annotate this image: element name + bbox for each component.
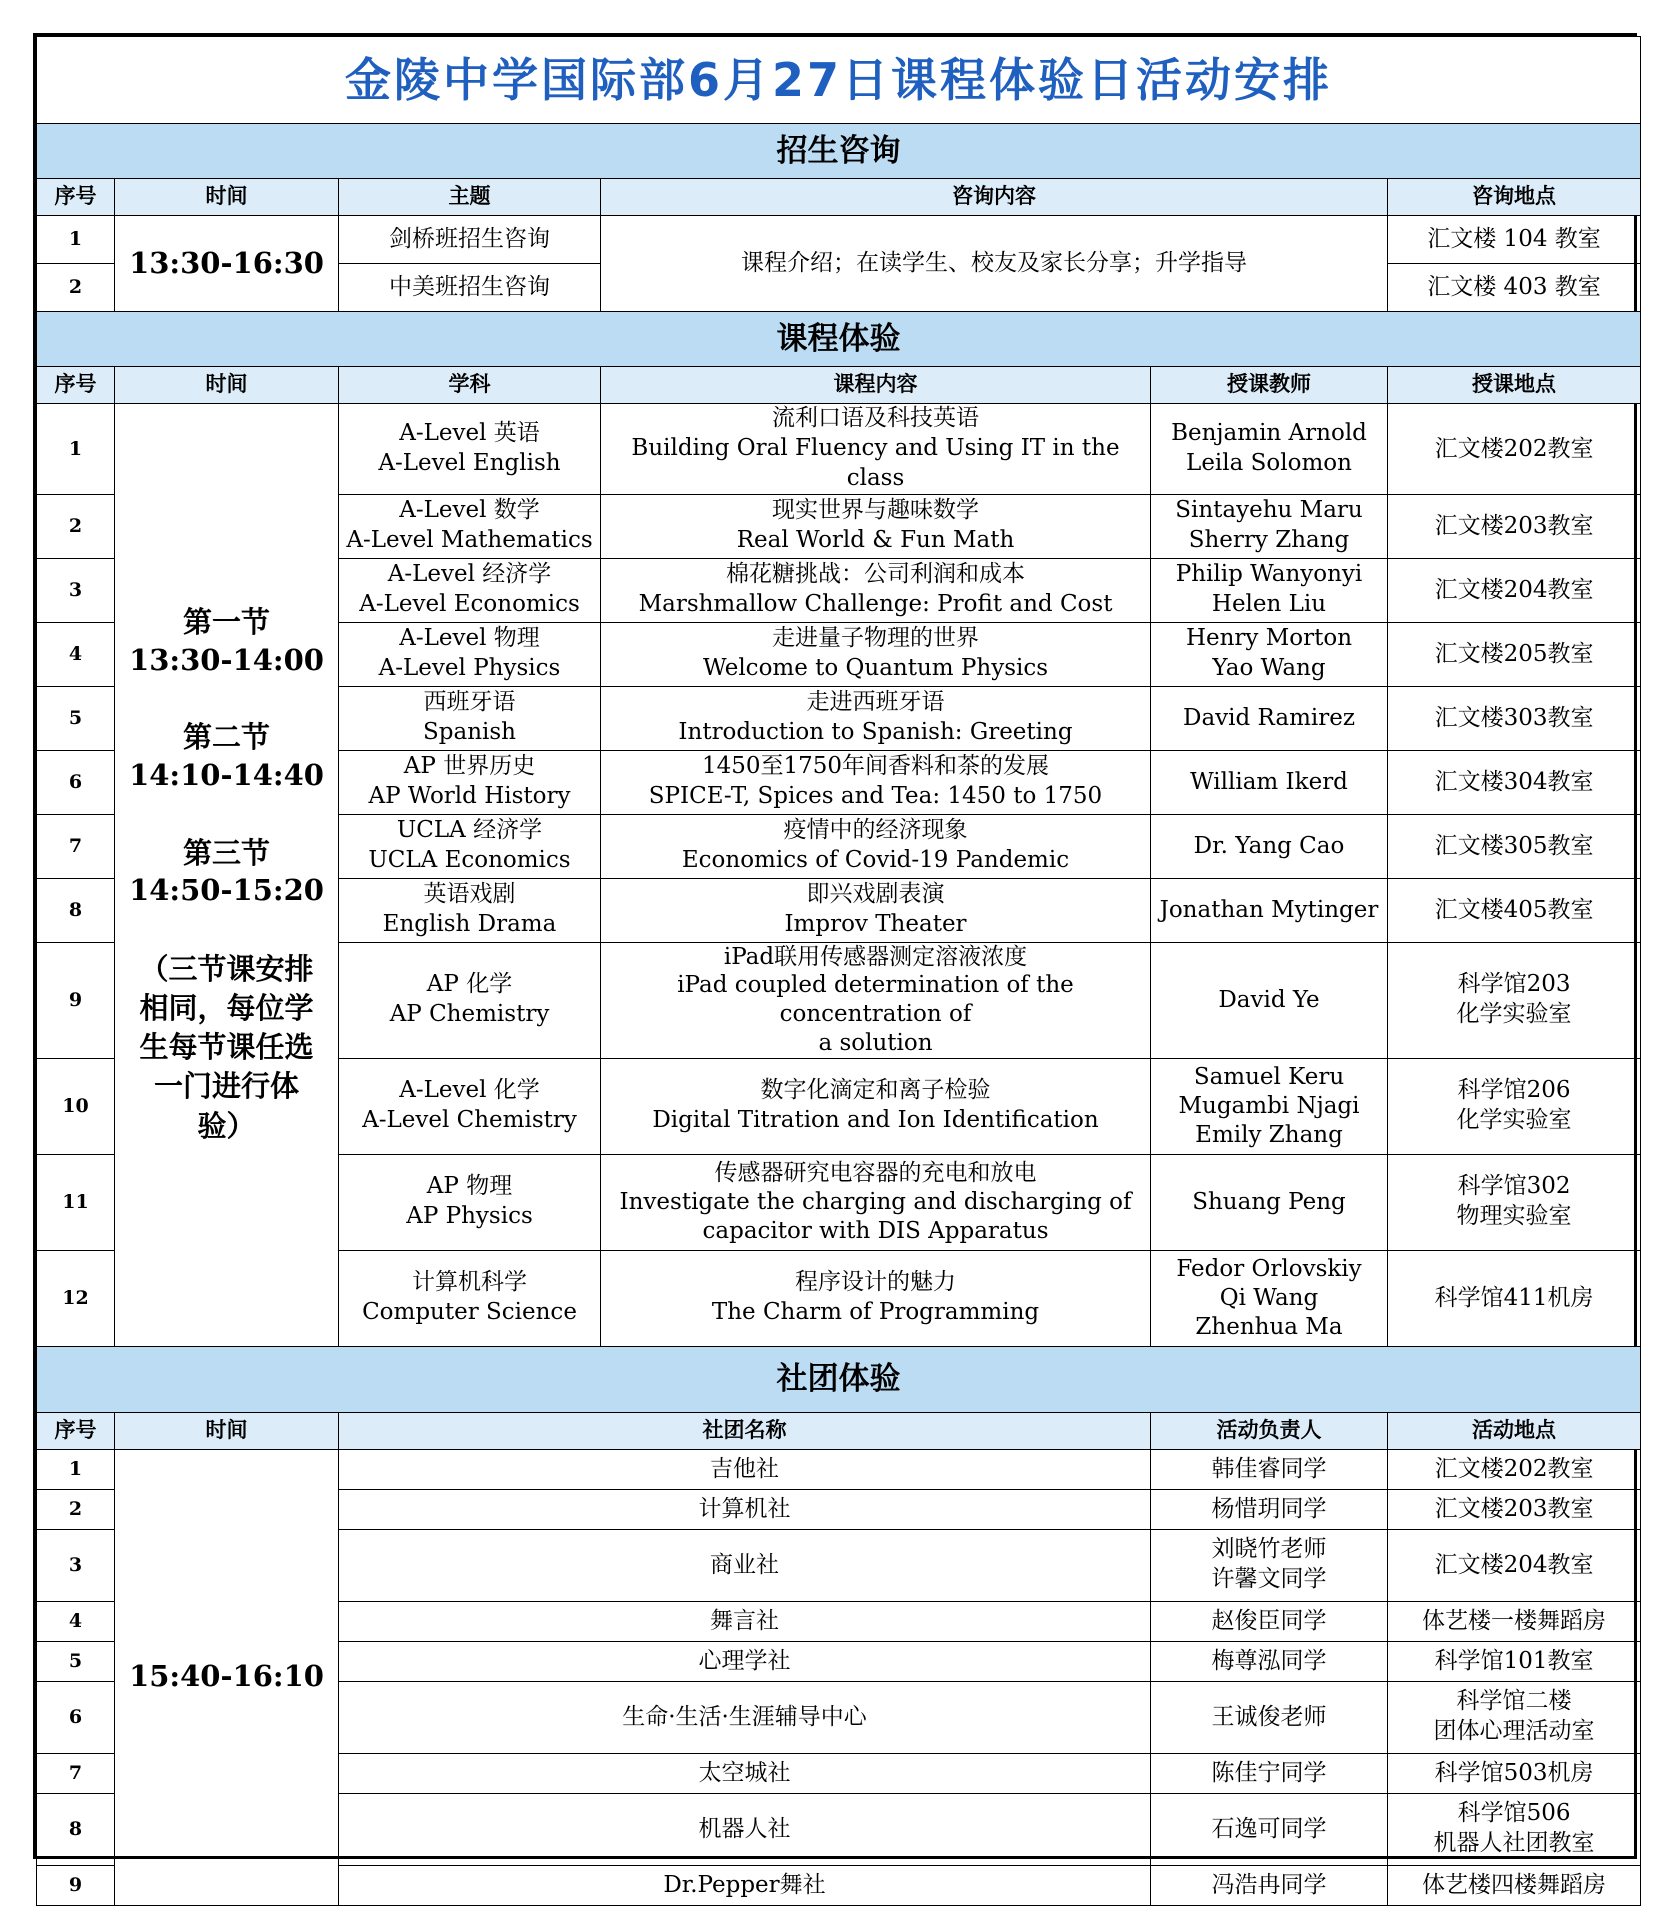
cell-text-line: Henry Morton [1185, 625, 1353, 652]
club-location: 汇文楼204教室 [1388, 1529, 1641, 1601]
row-number: 5 [37, 686, 115, 750]
header-teacher: 授课教师 [1151, 367, 1388, 404]
cell-text-line: AP 物理 [426, 1173, 513, 1200]
cell-text-line: 棉花糖挑战：公司利润和成本 [726, 561, 1025, 588]
cell-text-line: 传感器研究电容器的充电和放电 [714, 1160, 1037, 1187]
cell-text-line: AP Chemistry [389, 1001, 550, 1028]
club-leader: 梅尊泓同学 [1151, 1641, 1388, 1681]
cell-text-line: Real World & Fun Math [736, 527, 1015, 554]
teacher: David Ramirez [1151, 686, 1388, 750]
cell-text-line: capacitor with DIS Apparatus [702, 1217, 1049, 1244]
club-time: 15:40-16:10 [115, 1449, 339, 1905]
cell-text-line: Helen Liu [1211, 591, 1327, 618]
club-name: 太空城社 [339, 1753, 1151, 1793]
cell-text-line: AP World History [368, 783, 571, 810]
teacher: William Ikerd [1151, 750, 1388, 814]
course-location [1388, 942, 1641, 1058]
course-content [601, 750, 1151, 814]
club-leader: 赵俊臣同学 [1151, 1601, 1388, 1641]
row-number: 7 [37, 814, 115, 878]
row-number: 9 [37, 1865, 115, 1905]
club-location: 科学馆101教室 [1388, 1641, 1641, 1681]
course-content [601, 814, 1151, 878]
club-location: 汇文楼202教室 [1388, 1449, 1641, 1489]
header-no: 序号 [37, 1412, 115, 1449]
subject [339, 622, 601, 686]
cell-text-line: 团体心理活动室 [1433, 1718, 1595, 1745]
row-number: 6 [37, 1681, 115, 1753]
cell-text-line: 科学馆206 [1457, 1077, 1571, 1104]
course-content [601, 622, 1151, 686]
cell-text-line: 走进量子物理的世界 [772, 625, 979, 652]
cell-text-line: 即兴戏剧表演 [806, 881, 945, 908]
teacher: Shuang Peng [1151, 1154, 1388, 1250]
subject [339, 750, 601, 814]
cell-text-line: Samuel Keru [1193, 1064, 1345, 1091]
consult-section-title: 招生咨询 [37, 124, 1641, 179]
cell-text-line: Marshmallow Challenge: Profit and Cost [638, 591, 1113, 618]
cell-text-line: Welcome to Quantum Physics [702, 655, 1049, 682]
club-section-title: 社团体验 [37, 1346, 1641, 1412]
row-number: 4 [37, 1601, 115, 1641]
club-location: 汇文楼203教室 [1388, 1489, 1641, 1529]
course-content [601, 878, 1151, 942]
cell-text-line: AP Physics [406, 1203, 533, 1230]
club-name: 计算机社 [339, 1489, 1151, 1529]
course-location: 汇文楼204教室 [1388, 558, 1641, 622]
session-3-label: 第三节 [182, 835, 270, 870]
cell-text-line: A-Level Mathematics [346, 527, 593, 554]
subject [339, 404, 601, 495]
cell-text-line: Introduction to Spanish: Greeting [678, 719, 1073, 746]
header-time: 时间 [115, 1412, 339, 1449]
club-header-row [37, 1412, 1641, 1449]
row-number: 12 [37, 1250, 115, 1346]
cell-text-line: Leila Solomon [1186, 449, 1352, 476]
consult-topic: 剑桥班招生咨询 [339, 216, 601, 264]
club-leader: 陈佳宁同学 [1151, 1753, 1388, 1793]
subject [339, 686, 601, 750]
cell-text-line: 许馨文同学 [1211, 1566, 1327, 1593]
subject [339, 1250, 601, 1346]
consult-location: 汇文楼 403 教室 [1388, 264, 1641, 312]
club-location: 科学馆503机房 [1388, 1753, 1641, 1793]
table-row [37, 1449, 1641, 1489]
cell-text-line: 物理实验室 [1456, 1203, 1572, 1230]
course-content [601, 942, 1151, 1058]
cell-text-line: Spanish [423, 719, 516, 746]
teacher [1151, 1058, 1388, 1154]
cell-text-line: 一门进行体 [153, 1069, 299, 1104]
table-row [37, 216, 1641, 264]
title-row [37, 37, 1641, 124]
cell-text-line: 走进西班牙语 [806, 689, 945, 716]
cell-text-line: 机器人社团教室 [1433, 1830, 1595, 1857]
subject [339, 1154, 601, 1250]
course-content [601, 494, 1151, 558]
row-number: 1 [37, 404, 115, 495]
club-name: 吉他社 [339, 1449, 1151, 1489]
course-location: 汇文楼205教室 [1388, 622, 1641, 686]
cell-text-line: Philip Wanyonyi [1175, 561, 1363, 588]
course-location [1388, 1154, 1641, 1250]
schedule-sheet [33, 33, 1637, 1899]
row-number: 5 [37, 1641, 115, 1681]
cell-text-line: Improv Theater [784, 911, 967, 938]
course-content [601, 1250, 1151, 1346]
row-number: 9 [37, 942, 115, 1058]
cell-text-line: 程序设计的魅力 [795, 1269, 956, 1296]
course-content [601, 1058, 1151, 1154]
cell-text-line: UCLA 经济学 [396, 817, 543, 844]
subject [339, 558, 601, 622]
club-leader: 杨惜玥同学 [1151, 1489, 1388, 1529]
cell-text-line: 生每节课任选 [139, 1030, 314, 1065]
course-time [115, 404, 339, 1347]
cell-text-line: 科学馆302 [1457, 1173, 1571, 1200]
header-subject: 学科 [339, 367, 601, 404]
cell-text-line: Mugambi Njagi [1178, 1092, 1360, 1119]
schedule-table [36, 36, 1641, 1906]
header-no: 序号 [37, 367, 115, 404]
table-row [37, 404, 1641, 495]
course-content [601, 404, 1151, 495]
cell-text-line: A-Level 物理 [399, 625, 540, 652]
row-number: 2 [37, 1489, 115, 1529]
cell-text-line: a solution [818, 1029, 933, 1056]
cell-text-line: 西班牙语 [423, 689, 516, 716]
course-content [601, 686, 1151, 750]
cell-text-line: Zhenhua Ma [1195, 1313, 1343, 1340]
session-1-label: 第一节 [182, 604, 270, 639]
cell-text-line: A-Level 化学 [399, 1077, 540, 1104]
row-number: 2 [37, 494, 115, 558]
consult-location: 汇文楼 104 教室 [1388, 216, 1641, 264]
consult-topic: 中美班招生咨询 [339, 264, 601, 312]
cell-text-line: 现实世界与趣味数学 [772, 497, 979, 524]
club-name: Dr.Pepper舞社 [339, 1865, 1151, 1905]
session-1-time: 13:30-14:00 [129, 642, 324, 677]
row-number: 3 [37, 558, 115, 622]
cell-text-line: SPICE-T, Spices and Tea: 1450 to 1750 [648, 783, 1103, 810]
session-3-time: 14:50-15:20 [129, 873, 324, 908]
course-section-row [37, 312, 1641, 367]
row-number: 6 [37, 750, 115, 814]
course-location: 汇文楼203教室 [1388, 494, 1641, 558]
club-leader: 王诚俊老师 [1151, 1681, 1388, 1753]
cell-text-line: Building Oral Fluency and Using IT in the class [631, 434, 1120, 491]
club-leader: 冯浩冉同学 [1151, 1865, 1388, 1905]
row-number: 11 [37, 1154, 115, 1250]
cell-text-line: 验） [197, 1108, 256, 1143]
cell-text-line: The Charm of Programming [711, 1299, 1040, 1326]
club-location: 体艺楼四楼舞蹈房 [1388, 1865, 1641, 1905]
cell-text-line: 1450至1750年间香料和茶的发展 [701, 753, 1050, 780]
row-number: 1 [37, 216, 115, 264]
cell-text-line: AP 世界历史 [403, 753, 536, 780]
club-location [1388, 1681, 1641, 1753]
subject [339, 814, 601, 878]
teacher: Jonathan Mytinger [1151, 878, 1388, 942]
teacher [1151, 404, 1388, 495]
cell-text-line: 科学馆二楼 [1456, 1688, 1572, 1715]
cell-text-line: Emily Zhang [1195, 1121, 1343, 1148]
teacher [1151, 1250, 1388, 1346]
club-location [1388, 1793, 1641, 1865]
header-location: 授课地点 [1388, 367, 1641, 404]
header-topic: 主题 [339, 179, 601, 216]
header-content: 课程内容 [601, 367, 1151, 404]
row-number: 3 [37, 1529, 115, 1601]
cell-text-line: 流利口语及科技英语 [772, 405, 979, 431]
teacher: Dr. Yang Cao [1151, 814, 1388, 878]
cell-text-line: 化学实验室 [1456, 1107, 1572, 1134]
cell-text-line: A-Level 英语 [399, 419, 540, 446]
header-no: 序号 [37, 179, 115, 216]
teacher [1151, 558, 1388, 622]
cell-text-line: （三节课安排 [139, 952, 314, 987]
subject [339, 942, 601, 1058]
cell-text-line: 科学馆506 [1457, 1800, 1571, 1827]
header-content: 咨询内容 [601, 179, 1388, 216]
header-time: 时间 [115, 367, 339, 404]
row-number: 8 [37, 1793, 115, 1865]
teacher [1151, 494, 1388, 558]
row-number: 4 [37, 622, 115, 686]
consult-content: 课程介绍；在读学生、校友及家长分享；升学指导 [601, 216, 1388, 312]
consult-time: 13:30-16:30 [115, 216, 339, 312]
course-location: 汇文楼305教室 [1388, 814, 1641, 878]
header-location: 活动地点 [1388, 1412, 1641, 1449]
cell-text-line: A-Level Chemistry [362, 1107, 577, 1134]
cell-text-line: 相同，每位学 [139, 991, 314, 1026]
club-name: 商业社 [339, 1529, 1151, 1601]
course-location: 汇文楼303教室 [1388, 686, 1641, 750]
subject [339, 878, 601, 942]
course-content [601, 558, 1151, 622]
header-club-name: 社团名称 [339, 1412, 1151, 1449]
cell-text-line: iPad联用传感器测定溶液浓度 [723, 943, 1028, 970]
club-name: 生命·生活·生涯辅导中心 [339, 1681, 1151, 1753]
cell-text-line: iPad coupled determination of the concentration of [677, 972, 1074, 1028]
course-location: 汇文楼405教室 [1388, 878, 1641, 942]
row-number: 7 [37, 1753, 115, 1793]
course-location: 汇文楼202教室 [1388, 404, 1641, 495]
club-name: 舞言社 [339, 1601, 1151, 1641]
cell-text-line: A-Level 经济学 [387, 561, 552, 588]
cell-text-line: Benjamin Arnold [1171, 419, 1367, 446]
cell-text-line: Digital Titration and Ion Identification [652, 1107, 1099, 1134]
cell-text-line: A-Level English [378, 449, 561, 476]
header-location: 咨询地点 [1388, 179, 1641, 216]
page-title: 金陵中学国际部6月27日课程体验日活动安排 [37, 37, 1641, 124]
cell-text-line: 疫情中的经济现象 [783, 817, 968, 844]
session-note [121, 950, 332, 1146]
course-location [1388, 1058, 1641, 1154]
club-leader: 石逸可同学 [1151, 1793, 1388, 1865]
teacher [1151, 622, 1388, 686]
consult-header-row [37, 179, 1641, 216]
club-name: 心理学社 [339, 1641, 1151, 1681]
cell-text-line: 英语戏剧 [423, 881, 516, 908]
cell-text-line: Sintayehu Maru [1175, 497, 1363, 524]
cell-text-line: Yao Wang [1212, 655, 1326, 682]
course-location: 汇文楼304教室 [1388, 750, 1641, 814]
club-location: 体艺楼一楼舞蹈房 [1388, 1601, 1641, 1641]
club-leader: 韩佳睿同学 [1151, 1449, 1388, 1489]
cell-text-line: 计算机科学 [412, 1269, 527, 1296]
cell-text-line: A-Level Physics [378, 655, 561, 682]
cell-text-line: 数字化滴定和离子检验 [760, 1077, 991, 1104]
row-number: 10 [37, 1058, 115, 1154]
subject [339, 494, 601, 558]
cell-text-line: Investigate the charging and discharging of [619, 1188, 1132, 1215]
subject [339, 1058, 601, 1154]
header-time: 时间 [115, 179, 339, 216]
cell-text-line: A-Level 数学 [399, 497, 540, 524]
course-content [601, 1154, 1151, 1250]
consult-section-row [37, 124, 1641, 179]
teacher: David Ye [1151, 942, 1388, 1058]
session-2-time: 14:10-14:40 [129, 757, 324, 792]
cell-text-line: English Drama [382, 911, 557, 938]
cell-text-line: 科学馆203 [1457, 971, 1571, 998]
cell-text-line: AP 化学 [426, 971, 513, 998]
cell-text-line: UCLA Economics [368, 847, 571, 874]
cell-text-line: Fedor Orlovskiy [1176, 1256, 1362, 1283]
club-leader [1151, 1529, 1388, 1601]
cell-text-line: A-Level Economics [359, 591, 580, 618]
cell-text-line: Economics of Covid-19 Pandemic [681, 847, 1070, 874]
cell-text-line: Qi Wang [1219, 1284, 1319, 1311]
cell-text-line: Computer Science [362, 1299, 577, 1326]
session-2-label: 第二节 [182, 720, 270, 755]
cell-text-line: 化学实验室 [1456, 1001, 1572, 1028]
cell-text-line: Sherry Zhang [1188, 527, 1350, 554]
cell-text-line: 刘晓竹老师 [1211, 1536, 1327, 1563]
course-section-title: 课程体验 [37, 312, 1641, 367]
row-number: 2 [37, 264, 115, 312]
course-location: 科学馆411机房 [1388, 1250, 1641, 1346]
row-number: 8 [37, 878, 115, 942]
header-leader: 活动负责人 [1151, 1412, 1388, 1449]
row-number: 1 [37, 1449, 115, 1489]
club-name: 机器人社 [339, 1793, 1151, 1865]
club-section-row [37, 1346, 1641, 1412]
course-header-row [37, 367, 1641, 404]
